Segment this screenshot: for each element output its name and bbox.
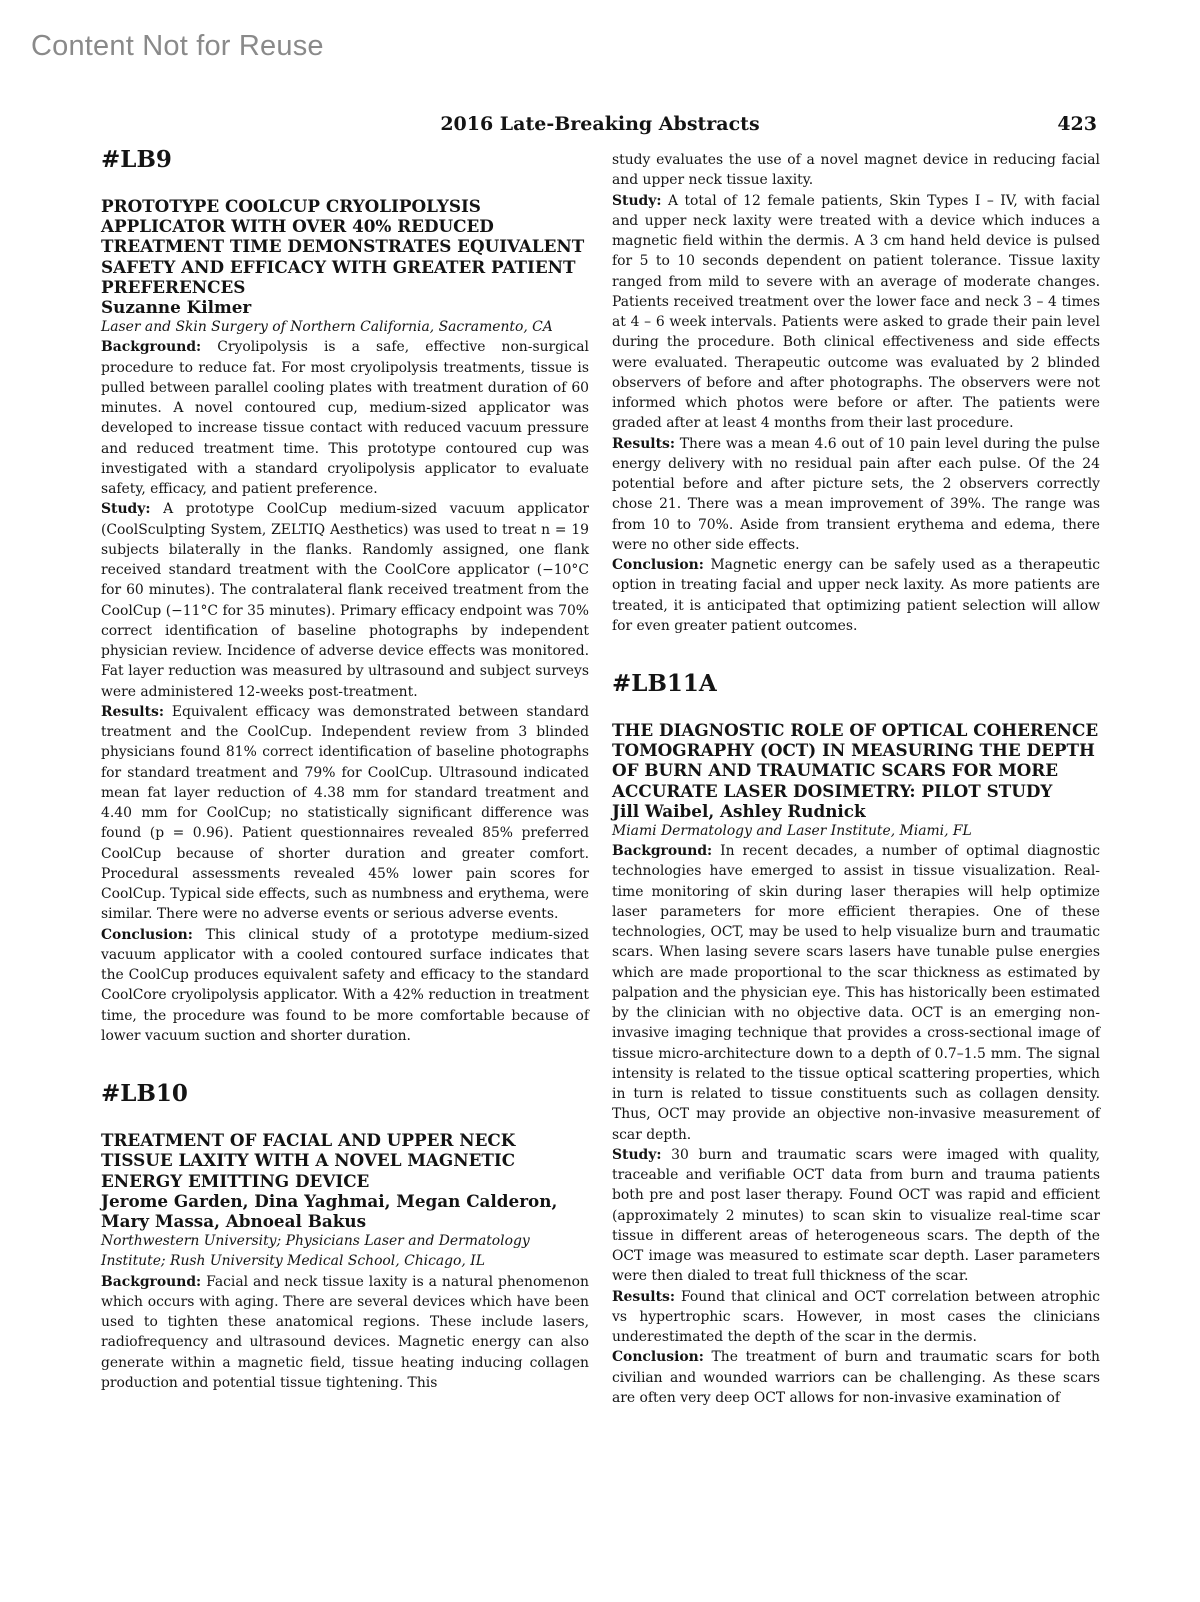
abstract-lb10 xyxy=(101,1080,589,1393)
section-label: Background: xyxy=(101,1273,202,1290)
background-text: Cryolipolysis is a safe, effective non-surgical procedure to reduce fat. For most cryolipolysis treatments, tissue is pulled between parallel cooling plates with treatment duration of 60 minutes. A novel contoured cup, medium-sized applicator was developed to increase tissue contact with reduced vacuum pressure and reduced treatment time. This prototype contoured cup was investigated with a standard cryolipolysis applicator to evaluate safety, efficacy, and patient preference. xyxy=(101,339,589,498)
abstract-lb9 xyxy=(101,146,589,1046)
abstract-authors: Jill Waibel, Ashley Rudnick xyxy=(612,800,866,821)
abstract-affiliation: Laser and Skin Surgery of Northern California, Sacramento, CA xyxy=(101,319,553,336)
abstract-authors: Jerome Garden, Dina Yaghmai, Megan Calderon, Mary Massa, Abnoeal Bakus xyxy=(101,1190,558,1231)
section-label: Results: xyxy=(612,435,675,452)
section-label: Conclusion: xyxy=(612,1349,704,1366)
results-text: Equivalent efficacy was demonstrated between standard treatment and the CoolCup. Independent review from 3 blinded physicians found 81% correct identification of baseline photographs for standard treatment and 79% for CoolCup. Ultrasound indicated mean fat layer reduction of 4.38 mm for standard treatment and 4.40 mm for CoolCup; no statistically significant difference was found (p = 0.96). Patient questionnaires revealed 85% preferred CoolCup because of shorter duration and greater comfort. Procedural assessments revealed 45% lower pain scores for CoolCup. Typical side effects, such as numbness and erythema, were similar. There were no adverse events or serious adverse events. xyxy=(101,703,589,923)
right-column xyxy=(612,150,1100,1408)
background-text: Facial and neck tissue laxity is a natural phenomenon which occurs with aging. There are several devices which have been used to tighten these anatomical regions. These include lasers, radiofrequency and ultrasound devices. Magnetic energy can also generate within a magnetic field, tissue heating inducing collagen production and potential tissue tightening. This xyxy=(101,1273,589,1391)
abstract-affiliation: Northwestern University; Physicians Laser and Dermatology Institute; Rush University Medical School, Chicago, IL xyxy=(101,1233,530,1270)
results-paragraph xyxy=(612,1287,1100,1348)
background-paragraph xyxy=(612,841,1100,1145)
conclusion-paragraph xyxy=(101,925,589,1047)
study-text: 30 burn and traumatic scars were imaged with quality, traceable and verifiable OCT data from burn and trauma patients both pre and post laser therapy. Found OCT was rapid and efficient (approximately 2 minutes) to scan skin to visualize real-time scar tissue in different areas of heterogeneous scars. The depth of the OCT image was measured to estimate scar depth. Laser parameters were then dialed to treat full thickness of the scar. xyxy=(612,1146,1100,1285)
conclusion-text: This clinical study of a prototype medium-sized vacuum applicator with a cooled contoured surface indicates that the CoolCup produces equivalent safety and efficacy to the standard CoolCore cryolipolysis applicator. With a 42% reduction in treatment time, the procedure was found to be more comfortable because of lower vacuum suction and shorter duration. xyxy=(101,926,590,1044)
abstract-id: #LB11A xyxy=(612,670,717,697)
background-paragraph xyxy=(101,337,589,499)
background-paragraph xyxy=(101,1272,589,1394)
abstract-title: THE DIAGNOSTIC ROLE OF OPTICAL COHERENCE TOMOGRAPHY (OCT) IN MEASURING THE DEPTH OF BURN AND TRAUMATIC SCARS FOR MORE ACCURATE LASER DOSIMETRY: PILOT STUDY xyxy=(612,720,1099,801)
study-paragraph xyxy=(101,499,589,702)
background-continued-text: study evaluates the use of a novel magnet device in reducing facial and upper neck tissue laxity. xyxy=(612,152,1100,189)
study-paragraph xyxy=(612,1145,1100,1287)
section-label: Conclusion: xyxy=(101,926,193,943)
section-label: Study: xyxy=(612,192,662,209)
abstract-id: #LB9 xyxy=(101,146,172,173)
left-column xyxy=(101,146,589,1393)
study-text: A prototype CoolCup medium-sized vacuum applicator (CoolSculpting System, ZELTIQ Aesthetics) was used to treat n = 19 subjects bilaterally in the flanks. Randomly assigned, one flank received standard treatment with the CoolCore applicator (−10°C for 60 minutes). The contralateral flank received treatment from the CoolCup (−11°C for 35 minutes). Primary efficacy endpoint was 70% correct identification of baseline photographs by independent physician review. Incidence of adverse device effects was monitored. Fat layer reduction was measured by ultrasound and subject surveys were administered 12-weeks post-treatment. xyxy=(101,501,589,700)
conclusion-text: The treatment of burn and traumatic scars for both civilian and wounded warriors can be challenging. As these scars are often very deep OCT allows for non-invasive examination of xyxy=(612,1349,1100,1406)
watermark: Content Not for Reuse xyxy=(31,30,324,62)
abstract-id: #LB10 xyxy=(101,1080,188,1108)
section-label: Results: xyxy=(612,1288,675,1305)
abstract-lb10-continued xyxy=(612,150,1100,636)
page-number: 423 xyxy=(1057,113,1097,135)
results-text: There was a mean 4.6 out of 10 pain level during the pulse energy delivery with no residual pain after each pulse. Of the 24 potential before and after picture sets, the 2 observers correctly chose 21. There was a mean improvement of 39%. The range was from 10 to 70%. Aside from transient erythema and edema, there were no other side effects. xyxy=(612,435,1100,553)
conclusion-text: Magnetic energy can be safely used as a therapeutic option in treating facial and upper neck laxity. As more patients are treated, it is anticipated that optimizing patient selection will allow for even greater patient outcomes. xyxy=(612,557,1100,634)
section-label: Results: xyxy=(101,703,164,720)
results-paragraph xyxy=(101,702,589,925)
abstract-lb11a xyxy=(612,670,1100,1408)
abstract-authors: Suzanne Kilmer xyxy=(101,297,252,318)
running-head: 2016 Late-Breaking Abstracts xyxy=(440,113,760,135)
conclusion-paragraph xyxy=(612,1347,1100,1408)
section-label: Study: xyxy=(101,501,151,518)
conclusion-paragraph xyxy=(612,555,1100,636)
results-text: Found that clinical and OCT correlation between atrophic vs hypertrophic scars. However, in most cases the clinicians underestimated the depth of the scar in the dermis. xyxy=(612,1288,1100,1346)
section-label: Conclusion: xyxy=(612,557,704,573)
abstract-title: TREATMENT OF FACIAL AND UPPER NECK TISSUE LAXITY WITH A NOVEL MAGNETIC ENERGY EMITTING DEVICE xyxy=(101,1130,516,1191)
section-label: Background: xyxy=(101,339,202,356)
study-paragraph xyxy=(612,191,1100,434)
results-paragraph xyxy=(612,434,1100,556)
study-text: A total of 12 female patients, Skin Types I – IV, with facial and upper neck laxity were treated with a device which induces a magnetic field within the dermis. A 3 cm hand held device is pulsed for 5 to 10 seconds dependent on patient tolerance. Tissue laxity ranged from mild to severe with an average of moderate changes. Patients received treatment over the lower face and neck 3 – 4 times at 4 – 6 week intervals. Patients were asked to grade their pain level during the procedure. Both clinical effectiveness and side effects were evaluated. Therapeutic outcome was evaluated by 2 blinded observers of before and after photographs. The observers were not informed which photos were before or after. The patients were graded after at least 4 months from their last procedure. xyxy=(612,192,1100,432)
abstract-title: PROTOTYPE COOLCUP CRYOLIPOLYSIS APPLICATOR WITH OVER 40% REDUCED TREATMENT TIME DEMONSTRATES EQUIVALENT SAFETY AND EFFICACY WITH GREATER PATIENT PREFERENCES xyxy=(101,196,585,297)
background-text: In recent decades, a number of optimal diagnostic technologies have emerged to assist in tissue visualization. Real-time monitoring of skin during laser therapies will help optimize laser parameters for more efficient therapies. One of these technologies, OCT, may be used to help visualize burn and traumatic scars. When lasing severe scars lasers have tunable pulse energies which are made proportional to the scar thickness as estimated by palpation and the physician eye. This has historically been estimated by the clinician with no objective data. OCT is an emerging non-invasive imaging technique that provides a cross-sectional image of tissue micro-architecture down to a depth of 0.7–1.5 mm. The signal intensity is related to the tissue optical scattering properties, which in turn is related to tissue constituents such as collagen density. Thus, OCT may provide an objective non-invasive measurement of scar depth. xyxy=(612,843,1101,1143)
section-label: Background: xyxy=(612,843,713,860)
section-label: Study: xyxy=(612,1146,662,1163)
abstract-affiliation: Miami Dermatology and Laser Institute, Miami, FL xyxy=(612,823,972,840)
